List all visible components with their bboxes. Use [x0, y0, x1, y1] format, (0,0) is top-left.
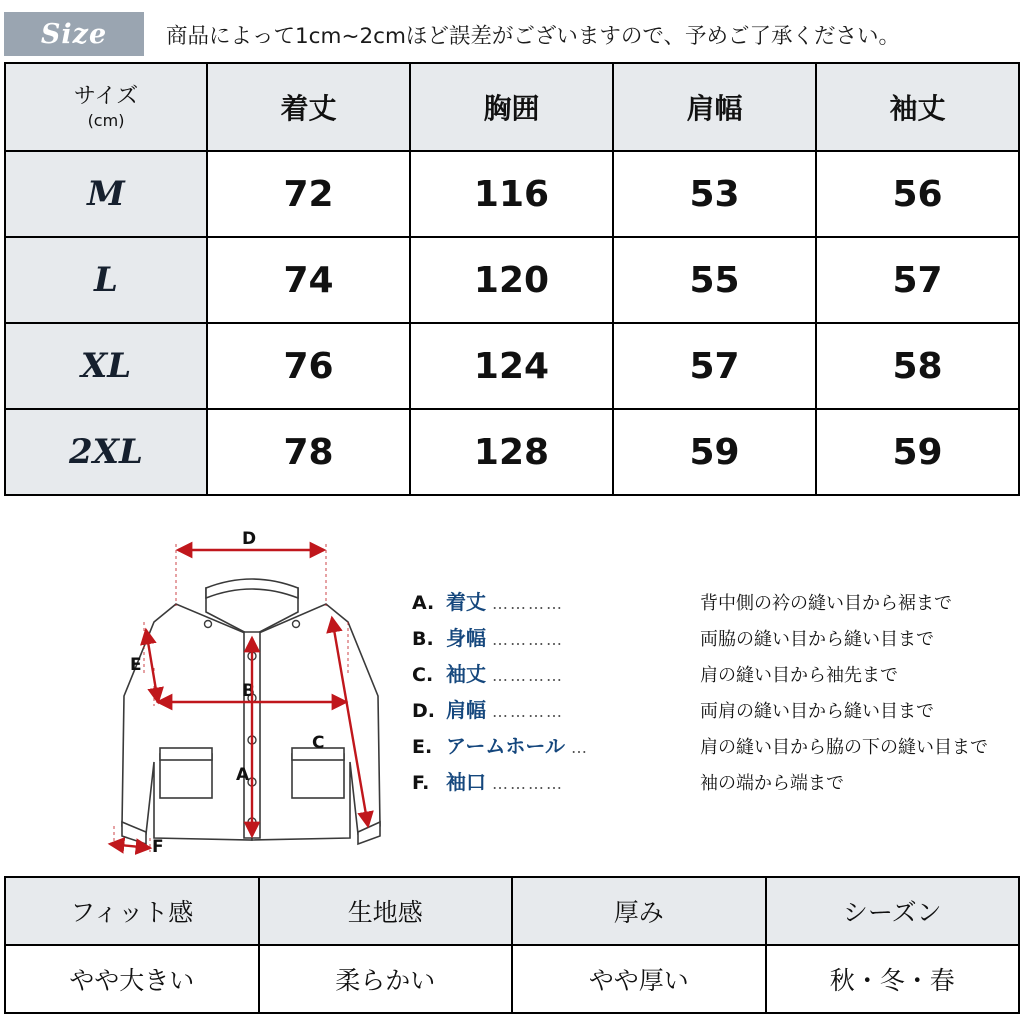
- legend-term-f: 袖口: [446, 770, 486, 794]
- size-table: [4, 62, 1020, 496]
- legend-letter-c: C.: [412, 664, 434, 686]
- svg-text:E: E: [130, 655, 142, 675]
- size-table-header-shoulder: 肩幅: [613, 63, 816, 151]
- legend-dots-a: …………: [492, 594, 564, 613]
- table-row: [5, 409, 1019, 495]
- legend-desc-a: 背中側の衿の縫い目から裾まで: [700, 593, 952, 614]
- cell-l-sleeve: 57: [816, 237, 1019, 323]
- size-header-unit: (cm): [87, 110, 125, 130]
- feature-value-fabric: 柔らかい: [259, 945, 513, 1013]
- size-table-header-sleeve: 袖丈: [816, 63, 1019, 151]
- legend-desc-c: 肩の縫い目から袖先まで: [700, 665, 898, 686]
- legend-dots-f: …………: [492, 774, 564, 793]
- size-table-header-chest: 胸囲: [410, 63, 613, 151]
- legend-dots-b: …………: [492, 630, 564, 649]
- size-label-2xl: 2XL: [5, 409, 207, 495]
- legend-desc-b: 両脇の縫い目から縫い目まで: [700, 629, 934, 650]
- legend-item-e: [412, 730, 1012, 766]
- size-badge: Size: [4, 12, 144, 56]
- cell-m-shoulder: 53: [613, 151, 816, 237]
- svg-text:C: C: [312, 733, 325, 753]
- legend-dots-c: …………: [492, 666, 564, 685]
- cell-xl-shoulder: 57: [613, 323, 816, 409]
- cell-xl-sleeve: 58: [816, 323, 1019, 409]
- feature-header-thickness: 厚み: [512, 877, 766, 945]
- feature-header-season: シーズン: [766, 877, 1020, 945]
- table-row: [5, 151, 1019, 237]
- legend-item-a: [412, 586, 1012, 622]
- legend-item-b: [412, 622, 1012, 658]
- legend-letter-b: B.: [412, 628, 434, 650]
- svg-text:A: A: [236, 765, 250, 785]
- svg-text:F: F: [152, 837, 164, 856]
- cell-l-shoulder: 55: [613, 237, 816, 323]
- table-row: [5, 237, 1019, 323]
- svg-text:B: B: [242, 681, 255, 701]
- cell-m-chest: 116: [410, 151, 613, 237]
- legend-term-d: 肩幅: [446, 698, 486, 722]
- jacket-diagram-icon: [84, 526, 414, 856]
- cell-m-length: 72: [207, 151, 410, 237]
- legend-desc-f: 袖の端から端まで: [700, 773, 844, 794]
- table-row: [5, 323, 1019, 409]
- feature-value-thickness: やや厚い: [512, 945, 766, 1013]
- measurement-legend: [412, 586, 1012, 802]
- size-label-l: L: [5, 237, 207, 323]
- legend-dots-d: …………: [492, 702, 564, 721]
- size-table-header-row: [5, 63, 1019, 151]
- feature-value-fit: やや大きい: [5, 945, 259, 1013]
- cell-xl-length: 76: [207, 323, 410, 409]
- legend-letter-d: D.: [412, 700, 435, 722]
- legend-desc-e: 肩の縫い目から脇の下の縫い目まで: [700, 737, 988, 758]
- legend-term-e: アームホール: [446, 734, 565, 758]
- size-table-header-length: 着丈: [207, 63, 410, 151]
- legend-term-c: 袖丈: [446, 662, 486, 686]
- legend-letter-a: A.: [412, 592, 435, 614]
- legend-item-f: [412, 766, 1012, 802]
- feature-table: [4, 876, 1020, 1014]
- legend-term-a: 着丈: [446, 590, 486, 614]
- header: [4, 8, 1020, 60]
- header-note: 商品によって1cm~2cmほど誤差がございますので、予めご了承ください。: [166, 23, 900, 49]
- legend-item-c: [412, 658, 1012, 694]
- feature-table-header-row: [5, 877, 1019, 945]
- feature-value-season: 秋・冬・春: [766, 945, 1020, 1013]
- feature-header-fabric: 生地感: [259, 877, 513, 945]
- legend-dots-e: …: [571, 738, 589, 757]
- legend-letter-f: F.: [412, 772, 430, 794]
- svg-text:D: D: [242, 529, 257, 549]
- legend-term-b: 身幅: [446, 626, 486, 650]
- cell-2xl-shoulder: 59: [613, 409, 816, 495]
- legend-desc-d: 両肩の縫い目から縫い目まで: [700, 701, 934, 722]
- legend-letter-e: E.: [412, 736, 433, 758]
- cell-2xl-length: 78: [207, 409, 410, 495]
- size-header-label: サイズ: [73, 84, 139, 110]
- cell-xl-chest: 124: [410, 323, 613, 409]
- size-label-m: M: [5, 151, 207, 237]
- feature-table-value-row: [5, 945, 1019, 1013]
- cell-2xl-sleeve: 59: [816, 409, 1019, 495]
- size-table-header-size: [5, 63, 207, 151]
- size-label-xl: XL: [5, 323, 207, 409]
- cell-l-length: 74: [207, 237, 410, 323]
- cell-l-chest: 120: [410, 237, 613, 323]
- measurement-diagram-section: [4, 498, 1020, 870]
- cell-m-sleeve: 56: [816, 151, 1019, 237]
- cell-2xl-chest: 128: [410, 409, 613, 495]
- feature-header-fit: フィット感: [5, 877, 259, 945]
- legend-item-d: [412, 694, 1012, 730]
